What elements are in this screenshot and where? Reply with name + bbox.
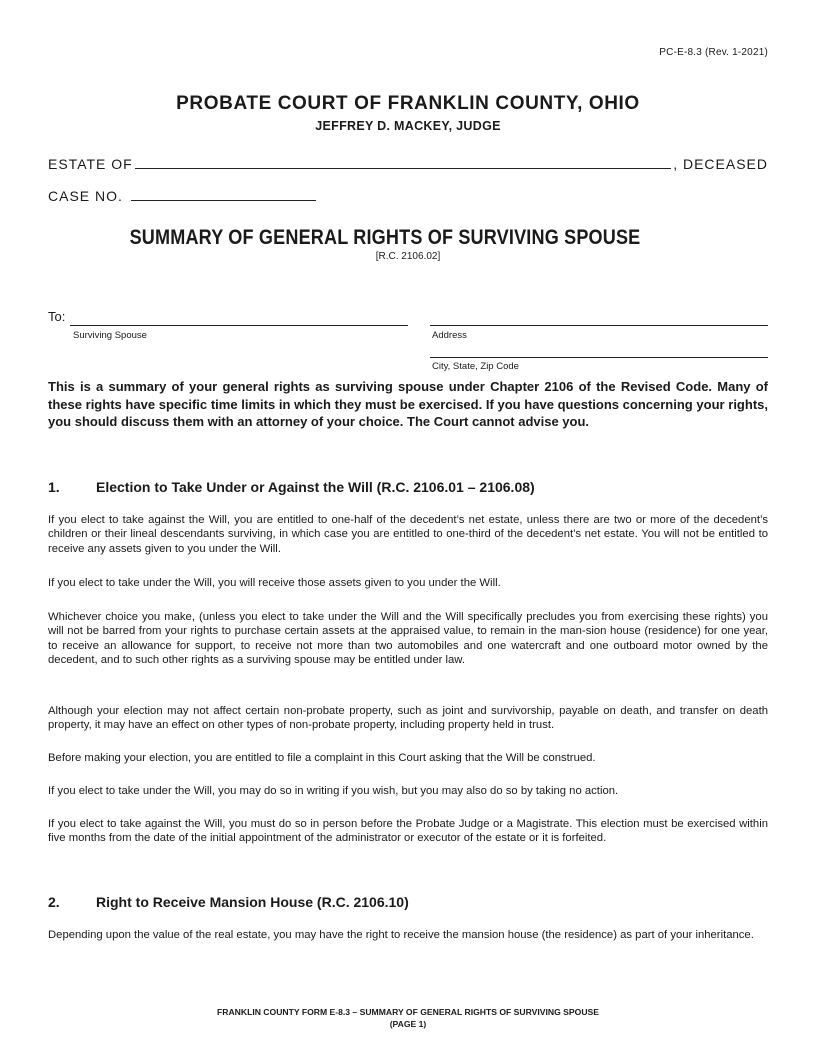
city-state-zip-caption: City, State, Zip Code xyxy=(432,361,519,372)
case-number-row xyxy=(48,186,316,204)
section-1-paragraph: Before making your election, you are entitled to file a complaint in this Court asking that the Will be construed. xyxy=(48,752,596,764)
address-caption: Address xyxy=(432,330,467,341)
address-field[interactable] xyxy=(430,325,768,326)
surviving-spouse-field[interactable] xyxy=(70,325,408,326)
footer-form-title: FRANKLIN COUNTY FORM E-8.3 – SUMMARY OF GENERAL RIGHTS OF SURVIVING SPOUSE xyxy=(217,1007,599,1017)
document-title: SUMMARY OF GENERAL RIGHTS OF SURVIVING SPOUSE xyxy=(129,226,641,249)
case-number-field[interactable] xyxy=(131,186,316,201)
to-label: To: xyxy=(48,309,66,324)
section-1-paragraph: Although your election may not affect certain non-probate property, such as joint and survivorship, payable on death, and transfer on death property, it may have an effect on other types of non-probate property, including property held in trust. xyxy=(48,705,768,732)
section-title: Election to Take Under or Against the Will (R.C. 2106.01 – 2106.08) xyxy=(96,479,535,495)
section-1-paragraph: If you elect to take against the Will, you must do so in person before the Probate Judge or a Magistrate. This election must be exercised within five months from the date of the initial appointment of the administrator or executor of the estate or it is forfeited. xyxy=(48,818,768,845)
section-number: 2. xyxy=(48,894,60,910)
section-1-paragraph: If you elect to take against the Will, you are entitled to one-half of the decedent’s net estate, unless there are two or more of the decedent’s children or their lineal descendants surviving, in which case you are entitled to one-third of the decedent’s net estate. You will not be entitled to receive any assets given to you under the Will. xyxy=(48,514,768,555)
deceased-label: , DECEASED xyxy=(673,156,768,172)
section-1-paragraph: Whichever choice you make, (unless you elect to take under the Will and the Will specifically precludes you from exercising these rights) you will not be barred from your rights to purchase certain assets at the appraised value, to remain in the man-sion house (residence) for one year, to receive an allowance for support, to receive not more than two automobiles and one watercraft and one outboard motor owned by the decedent, and to such other rights as a surviving spouse may be entitled under law. xyxy=(48,611,768,666)
estate-of-label: ESTATE OF xyxy=(48,156,133,172)
statute-reference: [R.C. 2106.02] xyxy=(375,251,441,262)
section-1-paragraph: If you elect to take under the Will, you will receive those assets given to you under the Will. xyxy=(48,577,501,589)
section-number: 1. xyxy=(48,479,60,495)
section-title: Right to Receive Mansion House (R.C. 2106.10) xyxy=(96,894,409,910)
form-number: PC-E-8.3 (Rev. 1-2021) xyxy=(659,47,768,58)
section-1-heading xyxy=(48,479,768,495)
section-2-paragraph: Depending upon the value of the real estate, you may have the right to receive the mansion house (the residence) as part of your inheritance. xyxy=(48,929,754,941)
judge-name: JEFFREY D. MACKEY, JUDGE xyxy=(315,119,501,133)
section-1-paragraph: If you elect to take under the Will, you may do so in writing if you wish, but you may also do so by taking no action. xyxy=(48,785,619,797)
section-2-heading xyxy=(48,894,768,910)
surviving-spouse-caption: Surviving Spouse xyxy=(73,330,147,341)
case-number-label: CASE NO. xyxy=(48,188,123,204)
estate-name-field[interactable] xyxy=(135,154,671,169)
estate-of-row xyxy=(48,154,768,172)
footer-page-number: (PAGE 1) xyxy=(389,1019,427,1029)
intro-paragraph: This is a summary of your general rights as surviving spouse under Chapter 2106 of the Revised Code. Many of these rights have specific time limits in which they must be exercised. If you have questions concerning your rights, you should discuss them with an attorney of your choice. The Court cannot advise you. xyxy=(48,379,768,429)
court-name: PROBATE COURT OF FRANKLIN COUNTY, OHIO xyxy=(176,93,640,114)
city-state-zip-field[interactable] xyxy=(430,357,768,358)
